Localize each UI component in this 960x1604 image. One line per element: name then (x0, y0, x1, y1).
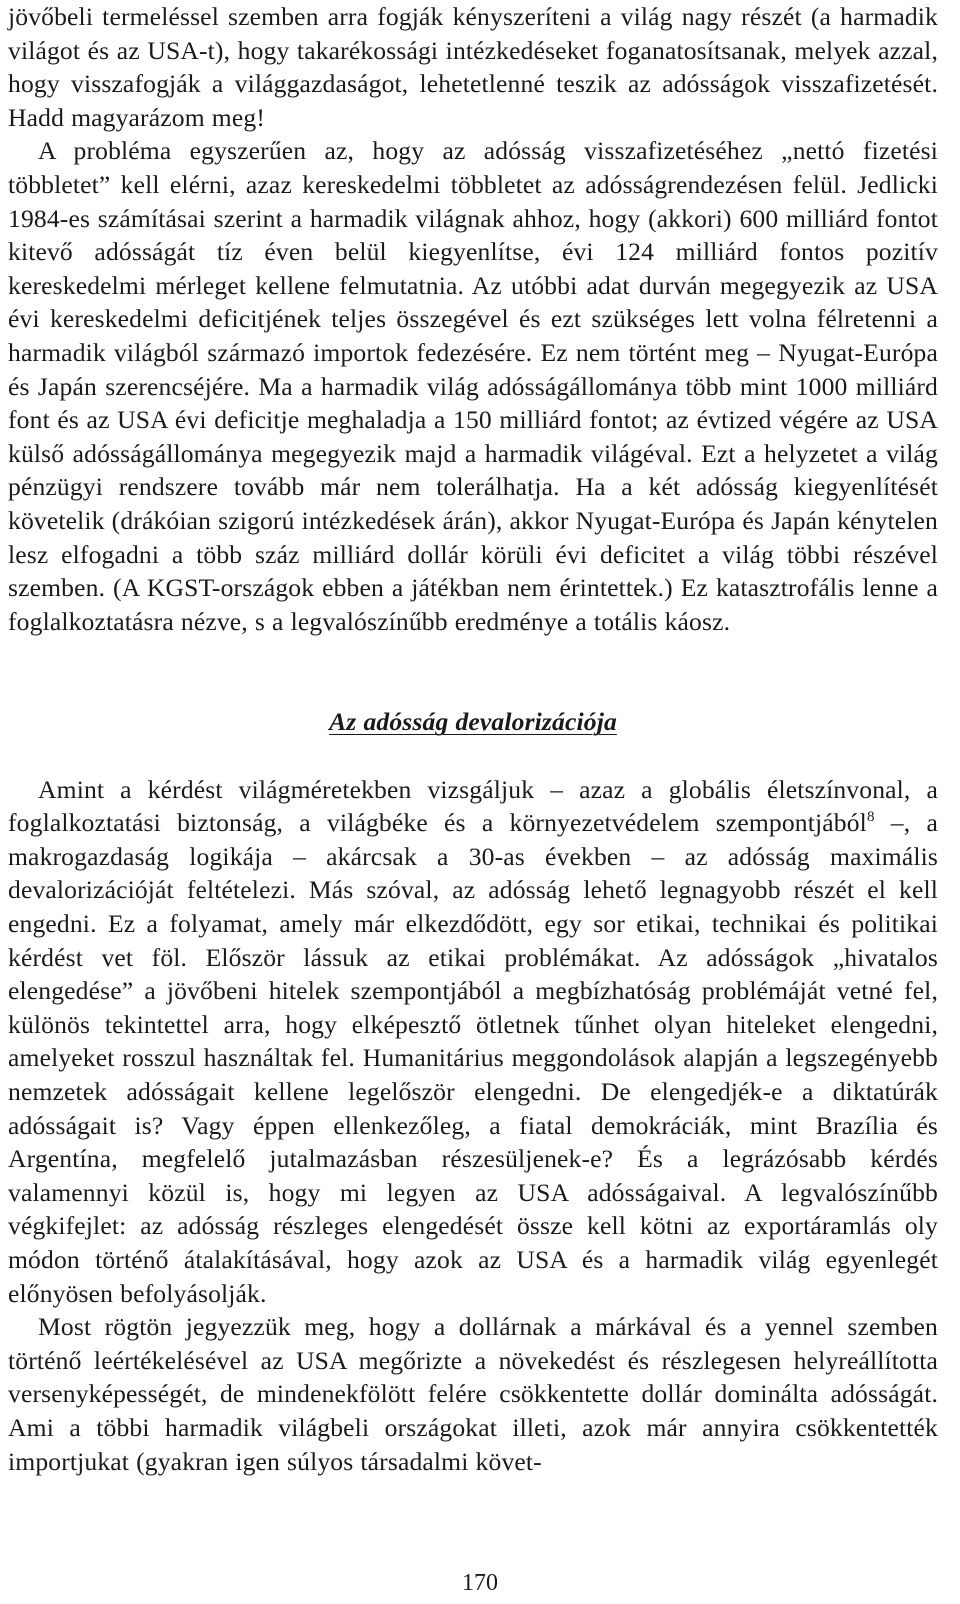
paragraph-continuation: jövőbeli termeléssel szemben arra fogják kényszeríteni a világ nagy részét (a harmadik világot és az USA-t), hogy takarékossági intézkedéseket foganatosítsanak, melyek azzal, hogy visszafogják a világgazdaságot, lehetetlenné teszik az adósságok visszafizetését. Hadd magyarázom meg! (8, 2, 938, 132)
paragraph-dollar-devaluation: Most rögtön jegyezzük meg, hogy a dollárnak a márkával és a yennel szemben történő leértékelésével az USA megőrizte a növekedést és részlegesen helyreállította versenyképességét, de mindenekfölött felére csökkentette dollár dominálta adósságát. Ami a többi harmadik világbeli országokat illeti, azok már annyira csökkentették importjukat (gyakran igen súlyos társadalmi követ- (8, 1312, 938, 1476)
spacer (8, 672, 938, 706)
page-number: 170 (462, 1570, 498, 1596)
paragraph-debt-problem: A probléma egyszerűen az, hogy az adósság visszafizetéséhez „nettó fizetési többletet” kell elérni, azaz kereskedelmi többletet az adósságrendezésen felül. Jedlicki 1984-es számításai szerint a harmadik világnak ahhoz, hogy (akkori) 600 milliárd fontot kitevő adósságát tíz éven belül kiegyenlítse, évi 124 milliárd fontos pozitív kereskedelmi mérleget kellene felmutatnia. Az utóbbi adat durván megegyezik az USA évi kereskedelmi deficitjének teljes összegével és ezt szükséges lett volna félretenni a harmadik világból származó importok fedezésére. Ez nem történt meg – Nyugat-Európa és Japán szerencséjére. Ma a harmadik világ adósságállománya több mint 1000 milliárd font és az USA évi deficitje meghaladja a 150 milliárd fontot; az évtized végére az USA külső adósságállománya megegyezik majd a harmadik világéval. Ezt a helyzetet a világ pénzügyi rendszere tovább már nem tolerálhatja. Ha a két adósság kiegyenlítését követelik (drákóian szigorú intézkedések árán), akkor Nyugat-Európa és Japán kénytelen lesz elfogadni a több száz milliárd dollár körüli évi deficitet a világ többi részével szemben. (A KGST-országok ebben a játékban nem érintettek.) Ez katasztrofális lenne a foglalkoztatásra nézve, s a legvalószínűbb eredménye a totális káosz. (8, 136, 938, 636)
paragraph-text-after-footnote: –, a makrogazdaság logikája – akárcsak a 30-as években – az adósság maximális devalorizációját feltételezi. Más szóval, az adósság lehető legnagyobb részét el kell engedni. Ez a folyamat, amely már elkezdődött, egy sor etikai, technikai és politikai kérdést vet föl. Először lássuk az etikai problémákat. Az adósságok „hivatalos elengedése” a jövőbeni hitelek szempontjából a megbízhatóság problémáját vetné fel, különös tekintettel arra, hogy elképesztő ötletnek tűnhet olyan hiteleket elengedni, amelyeket rosszul használtak fel. Humanitárius meggondolások alapján a legszegényebb nemzetek adósságait kellene legelőször elengedni. De elengedjék-e a diktatúrák adósságait is? Vagy éppen ellenkezőleg, a fiatal demokráciák, mint Brazília és Argentína, megfelelő jutalmazásban részesüljenek-e? És a legrázósabb kérdés valamennyi közül is, hogy mi legyen az USA adósságaival. A legvalószínűbb végkifejlet: az adósság részleges elengedését össze kell kötni az exportáramlás oly módon történő átalakításával, hogy azok az USA és a harmadik világ egyenlegét előnyösen befolyásolják. (8, 808, 939, 1308)
paragraph-text-before-footnote: Amint a kérdést világméretekben vizsgáljuk – azaz a globális életszínvonal, a foglalkoztatási biztonság, a világbéke és a környezetvédelem szempontjából (8, 774, 938, 838)
paragraph-devalorization (8, 773, 938, 1311)
footnote-marker: 8 (866, 809, 875, 826)
spacer (8, 638, 938, 672)
body-text (8, 0, 938, 1478)
spacer (8, 739, 938, 773)
section-heading: Az adósság devalorizációja (329, 707, 617, 737)
